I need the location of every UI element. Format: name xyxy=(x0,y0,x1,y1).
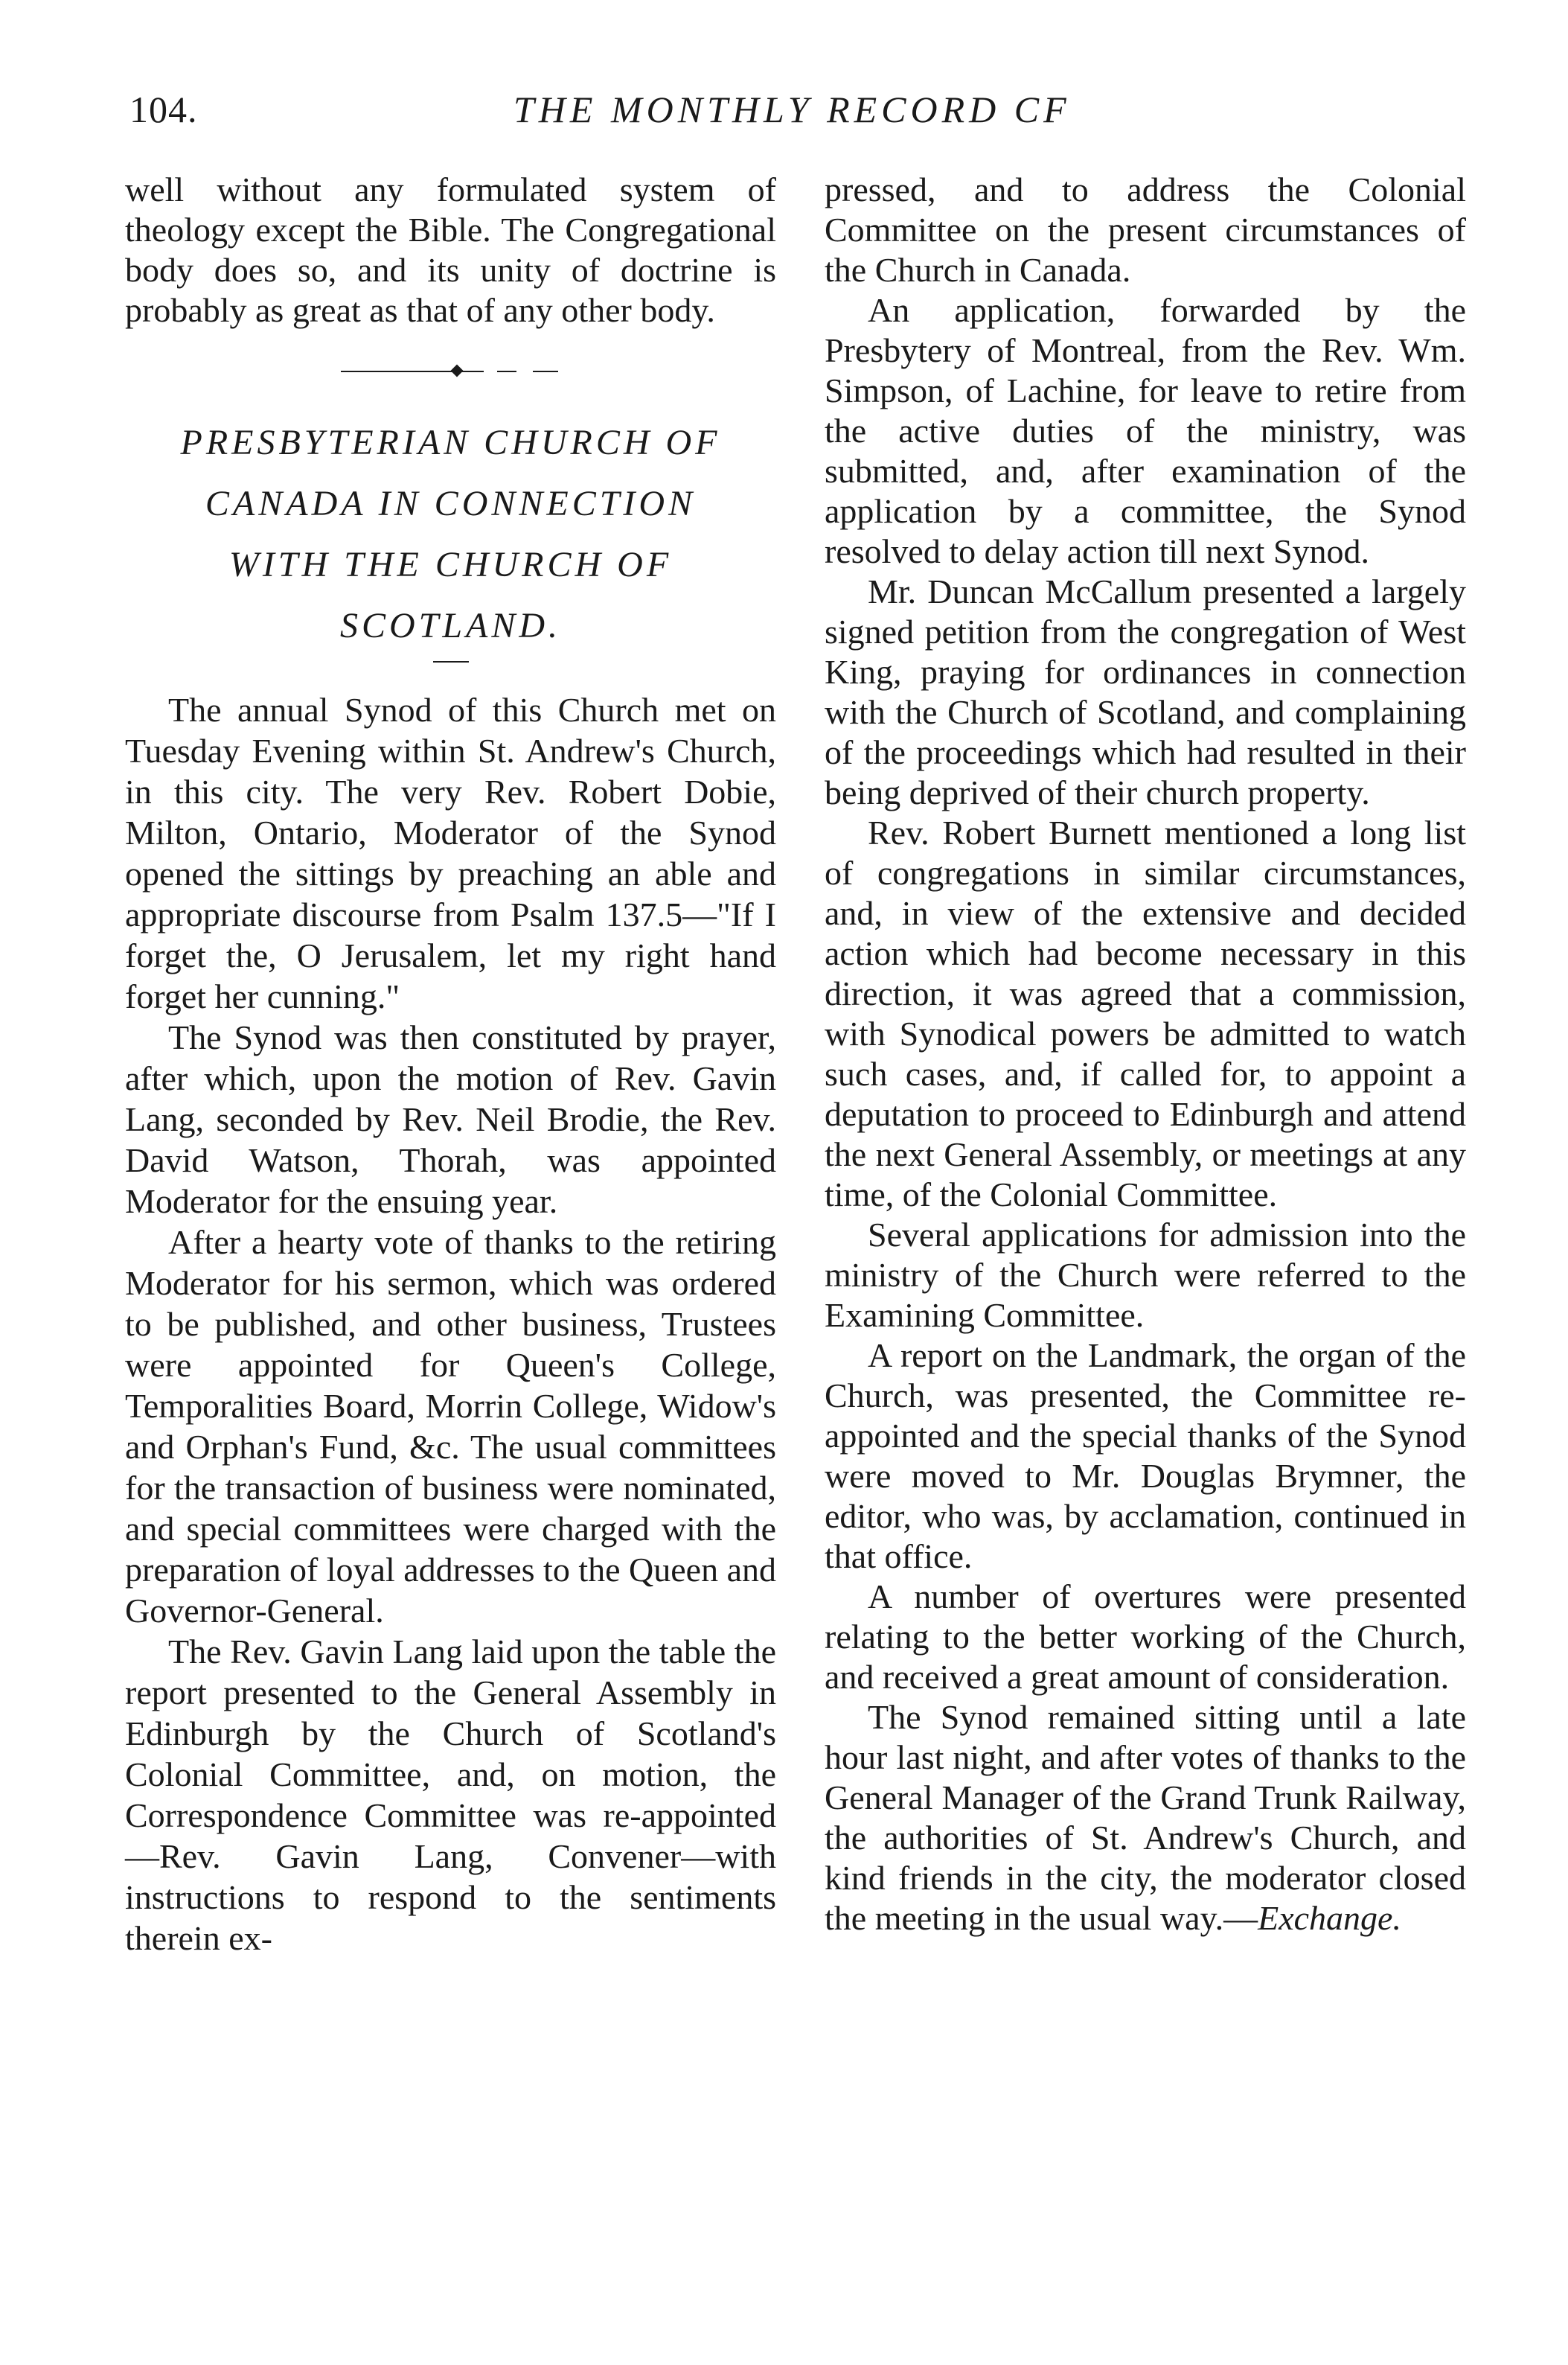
closing-paragraph xyxy=(825,1697,1466,1938)
intro-paragraph: well without any formulated system of theology except the Bible. The Congregational body does so, and its unity of doctrine is probably as great as that of any other body. xyxy=(125,170,776,329)
article-heading xyxy=(125,412,776,663)
left-article-body xyxy=(125,689,776,1959)
source-credit: Exchange. xyxy=(1258,1899,1401,1937)
divider-rule xyxy=(533,371,558,372)
article-paragraph: Several applications for admission into the ministry of the Church were referred to the Examining Committee. xyxy=(825,1216,1466,1334)
divider-rule xyxy=(461,371,484,372)
article-paragraph: A number of overtures were presented relating to the better working of the Church, and received a great amount of consideration. xyxy=(825,1577,1466,1696)
article-paragraph: The annual Synod of this Church met on Tuesday Evening within St. Andrew's Church, in this city. The very Rev. Robert Dobie, Milton, Ontario, Moderator of the Synod opened the sittings by preaching an able and appropriate discourse from Psalm 137.5—"If I forget the, O Jerusalem, let my right hand forget her cunning." xyxy=(125,691,776,1015)
article-paragraph: Rev. Robert Burnett mentioned a long list of congregations in similar circumstances, and, in view of the extensive and decided action which had become necessary in this direction, it was agreed that a commission, with Synodical powers be admitted to watch such cases, and, if called for, to appoint a deputation to proceed to Edinburgh and attend the next General Assembly, or meetings at any time, of the Colonial Committee. xyxy=(825,814,1466,1213)
left-column xyxy=(125,170,776,1959)
running-head: THE MONTHLY RECORD CF xyxy=(513,89,1071,130)
article-heading-line: PRESBYTERIAN CHURCH OF xyxy=(180,423,721,462)
article-paragraph: A report on the Landmark, the organ of the Church, was presented, the Committee re-appointed and the special thanks of the Synod were moved to Mr. Douglas Brymner, the editor, who was, by acclamation, continued in that office. xyxy=(825,1336,1466,1575)
article-heading-line: SCOTLAND. xyxy=(339,606,562,645)
page-number: 104. xyxy=(129,89,198,130)
article-paragraph: An application, forwarded by the Presbytery of Montreal, from the Rev. Wm. Simpson, of Lachine, for leave to retire from the active duties of the ministry, was submitted, and, after examination of the application by a committee, the Synod resolved to delay action till next Synod. xyxy=(825,291,1466,570)
article-heading-line: CANADA IN CONNECTION xyxy=(205,484,697,523)
right-column xyxy=(825,170,1466,1938)
divider-rule xyxy=(497,371,516,372)
closing-text: The Synod remained sitting until a late hour last night, and after votes of thanks to the General Manager of the Grand Trunk Railway, the authorities of St. Andrew's Church, and kind friends in the city, the moderator closed the meeting in the usual way.— xyxy=(825,1698,1466,1937)
divider-rule xyxy=(341,371,452,372)
page-header xyxy=(127,88,1503,147)
heading-rule xyxy=(433,661,469,663)
continued-paragraph: pressed, and to address the Colonial Committee on the present circumstances of the Church in Canada. xyxy=(825,170,1466,289)
article-paragraph: The Synod was then constituted by prayer, after which, upon the motion of Rev. Gavin Lang, seconded by Rev. Neil Brodie, the Rev. David Watson, Thorah, was appointed Moderator for the ensuing year. xyxy=(125,1018,776,1220)
article-paragraph: After a hearty vote of thanks to the retiring Moderator for his sermon, which was ordered to be published, and other business, Trustees were appointed for Queen's College, Temporalities Board, Morrin College, Widow's and Orphan's Fund, &c. The usual committees for the transaction of business were nominated, and special committees were charged with the preparation of loyal addresses to the Queen and Governor-General. xyxy=(125,1223,776,1630)
article-paragraph: Mr. Duncan McCallum presented a largely signed petition from the congregation of West King, praying for ordinances in connection with the Church of Scotland, and complaining of the proceedings which had resulted in their being deprived of their church property. xyxy=(825,572,1466,811)
article-heading-line: WITH THE CHURCH OF xyxy=(228,545,673,584)
section-divider xyxy=(125,331,776,412)
article-paragraph: The Rev. Gavin Lang laid upon the table the report presented to the General Assembly in Edinburgh by the Church of Scotland's Colonial Committee, and, on motion, the Correspondence Committee was re-appointed—Rev. Gavin Lang, Convener—with instructions to respond to the sentiments therein ex- xyxy=(125,1632,776,1957)
